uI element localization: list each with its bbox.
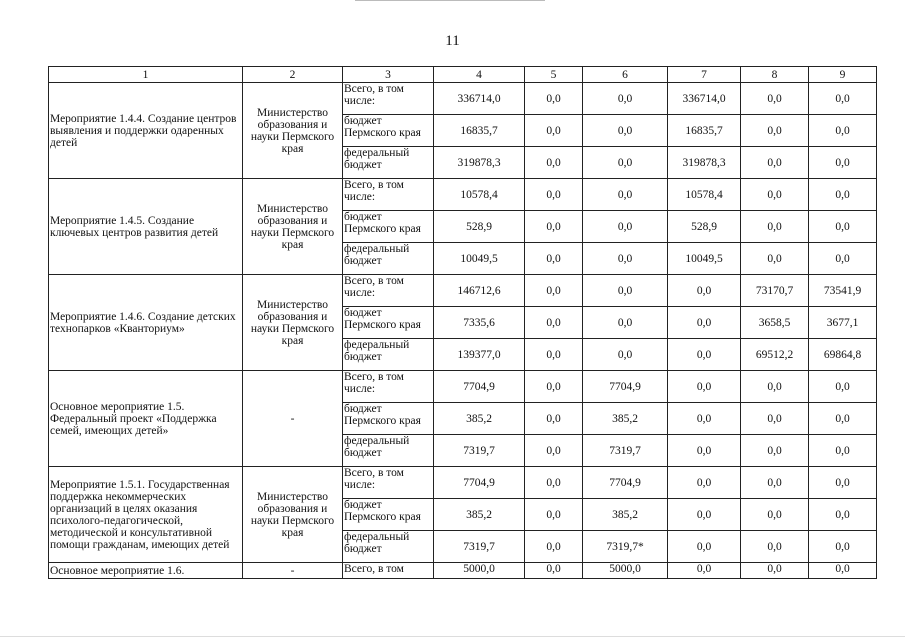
amount-cell: 10049,5 [434, 243, 525, 275]
amount-cell: 0,0 [809, 531, 877, 563]
funding-source: федеральный бюджет [343, 243, 434, 275]
executor: Министерство образования и науки Пермского края [243, 83, 343, 179]
page-number: 11 [445, 33, 460, 49]
funding-source: бюджет Пермского края [343, 307, 434, 339]
budget-table [48, 66, 877, 579]
amount-cell: 0,0 [583, 339, 668, 371]
amount-cell: 0,0 [741, 563, 809, 579]
funding-source: федеральный бюджет [343, 435, 434, 467]
funding-source: федеральный бюджет [343, 147, 434, 179]
amount-cell: 0,0 [809, 179, 877, 211]
amount-cell: 0,0 [741, 211, 809, 243]
funding-source: федеральный бюджет [343, 531, 434, 563]
amount-cell: 0,0 [809, 115, 877, 147]
amount-cell: 0,0 [741, 435, 809, 467]
amount-cell: 0,0 [525, 403, 583, 435]
amount-cell: 0,0 [668, 275, 741, 307]
executor: Министерство образования и науки Пермского края [243, 275, 343, 371]
amount-cell: 5000,0 [583, 563, 668, 579]
amount-cell: 0,0 [809, 243, 877, 275]
amount-cell: 73541,9 [809, 275, 877, 307]
amount-cell: 0,0 [809, 371, 877, 403]
amount-cell: 7335,6 [434, 307, 525, 339]
event-name: Основное мероприятие 1.5. Федеральный проект «Поддержка семей, имеющих детей» [49, 371, 243, 467]
amount-cell: 336714,0 [434, 83, 525, 115]
amount-cell: 69512,2 [741, 339, 809, 371]
funding-source: Всего, в том числе: [343, 179, 434, 211]
amount-cell: 319878,3 [434, 147, 525, 179]
amount-cell: 0,0 [583, 275, 668, 307]
executor: - [243, 563, 343, 579]
amount-cell: 0,0 [741, 531, 809, 563]
amount-cell: 0,0 [525, 243, 583, 275]
amount-cell: 7319,7* [583, 531, 668, 563]
amount-cell: 0,0 [668, 531, 741, 563]
amount-cell: 3677,1 [809, 307, 877, 339]
amount-cell: 0,0 [809, 563, 877, 579]
amount-cell: 0,0 [809, 83, 877, 115]
amount-cell: 0,0 [668, 467, 741, 499]
column-header: 3 [343, 67, 434, 83]
amount-cell: 0,0 [741, 243, 809, 275]
executor: Министерство образования и науки Пермского края [243, 179, 343, 275]
amount-cell: 0,0 [741, 179, 809, 211]
amount-cell: 385,2 [583, 403, 668, 435]
amount-cell: 0,0 [668, 307, 741, 339]
amount-cell: 0,0 [741, 371, 809, 403]
amount-cell: 73170,7 [741, 275, 809, 307]
amount-cell: 7319,7 [583, 435, 668, 467]
amount-cell: 0,0 [525, 211, 583, 243]
column-header: 5 [525, 67, 583, 83]
amount-cell: 0,0 [809, 435, 877, 467]
table-row [49, 563, 877, 579]
amount-cell: 528,9 [668, 211, 741, 243]
table-row [49, 467, 877, 499]
funding-source: Всего, в том числе: [343, 371, 434, 403]
amount-cell: 0,0 [741, 403, 809, 435]
funding-source: федеральный бюджет [343, 339, 434, 371]
column-header: 7 [668, 67, 741, 83]
event-name: Мероприятие 1.5.1. Государственная поддержка некоммерческих организаций в целях оказания психолого-педагогической, методической и консультативной помощи гражданам, имеющих детей [49, 467, 243, 563]
amount-cell: 0,0 [583, 83, 668, 115]
amount-cell: 528,9 [434, 211, 525, 243]
event-name: Мероприятие 1.4.4. Создание центров выявления и поддержки одаренных детей [49, 83, 243, 179]
amount-cell: 16835,7 [668, 115, 741, 147]
amount-cell: 146712,6 [434, 275, 525, 307]
amount-cell: 0,0 [809, 467, 877, 499]
amount-cell: 0,0 [525, 83, 583, 115]
funding-source: бюджет Пермского края [343, 211, 434, 243]
amount-cell: 0,0 [809, 499, 877, 531]
amount-cell: 0,0 [583, 243, 668, 275]
event-name: Мероприятие 1.4.6. Создание детских технопарков «Кванториум» [49, 275, 243, 371]
funding-source: бюджет Пермского края [343, 403, 434, 435]
header-row [49, 67, 877, 83]
amount-cell: 0,0 [668, 563, 741, 579]
amount-cell: 0,0 [583, 307, 668, 339]
amount-cell: 0,0 [525, 435, 583, 467]
amount-cell: 7319,7 [434, 435, 525, 467]
amount-cell: 7704,9 [434, 467, 525, 499]
amount-cell: 0,0 [668, 403, 741, 435]
scan-edge-line [355, 0, 545, 1]
column-header: 8 [741, 67, 809, 83]
amount-cell: 385,2 [434, 403, 525, 435]
executor: Министерство образования и науки Пермского края [243, 467, 343, 563]
amount-cell: 7704,9 [583, 467, 668, 499]
amount-cell: 0,0 [525, 339, 583, 371]
table-row [49, 275, 877, 307]
amount-cell: 0,0 [668, 499, 741, 531]
funding-source: Всего, в том числе: [343, 275, 434, 307]
table-row [49, 83, 877, 115]
column-header: 4 [434, 67, 525, 83]
amount-cell: 10049,5 [668, 243, 741, 275]
amount-cell: 0,0 [525, 531, 583, 563]
amount-cell: 0,0 [583, 211, 668, 243]
executor: - [243, 371, 343, 467]
amount-cell: 0,0 [525, 371, 583, 403]
amount-cell: 10578,4 [668, 179, 741, 211]
amount-cell: 0,0 [741, 499, 809, 531]
amount-cell: 0,0 [809, 147, 877, 179]
amount-cell: 0,0 [525, 179, 583, 211]
amount-cell: 319878,3 [668, 147, 741, 179]
amount-cell: 0,0 [525, 115, 583, 147]
amount-cell: 0,0 [809, 403, 877, 435]
funding-source: Всего, в том числе: [343, 83, 434, 115]
amount-cell: 69864,8 [809, 339, 877, 371]
column-header: 2 [243, 67, 343, 83]
amount-cell: 7704,9 [434, 371, 525, 403]
amount-cell: 7319,7 [434, 531, 525, 563]
amount-cell: 385,2 [434, 499, 525, 531]
amount-cell: 0,0 [525, 499, 583, 531]
amount-cell: 0,0 [741, 83, 809, 115]
scan-edge-line [0, 636, 905, 637]
funding-source: бюджет Пермского края [343, 499, 434, 531]
amount-cell: 0,0 [741, 115, 809, 147]
amount-cell: 0,0 [668, 339, 741, 371]
amount-cell: 16835,7 [434, 115, 525, 147]
amount-cell: 7704,9 [583, 371, 668, 403]
amount-cell: 0,0 [741, 467, 809, 499]
amount-cell: 0,0 [525, 467, 583, 499]
column-header: 1 [49, 67, 243, 83]
table-row [49, 179, 877, 211]
amount-cell: 336714,0 [668, 83, 741, 115]
column-header: 9 [809, 67, 877, 83]
amount-cell: 139377,0 [434, 339, 525, 371]
amount-cell: 0,0 [525, 307, 583, 339]
table-row [49, 371, 877, 403]
amount-cell: 10578,4 [434, 179, 525, 211]
amount-cell: 0,0 [525, 275, 583, 307]
funding-source: Всего, в том числе: [343, 467, 434, 499]
amount-cell: 5000,0 [434, 563, 525, 579]
amount-cell: 0,0 [583, 147, 668, 179]
column-header: 6 [583, 67, 668, 83]
amount-cell: 0,0 [525, 147, 583, 179]
amount-cell: 0,0 [583, 115, 668, 147]
amount-cell: 0,0 [668, 435, 741, 467]
amount-cell: 0,0 [525, 563, 583, 579]
amount-cell: 385,2 [583, 499, 668, 531]
amount-cell: 0,0 [583, 179, 668, 211]
event-name: Мероприятие 1.4.5. Создание ключевых центров развития детей [49, 179, 243, 275]
event-name: Основное мероприятие 1.6. [49, 563, 243, 579]
amount-cell: 3658,5 [741, 307, 809, 339]
funding-source: бюджет Пермского края [343, 115, 434, 147]
amount-cell: 0,0 [809, 211, 877, 243]
funding-source: Всего, в том [343, 563, 434, 579]
amount-cell: 0,0 [741, 147, 809, 179]
amount-cell: 0,0 [668, 371, 741, 403]
